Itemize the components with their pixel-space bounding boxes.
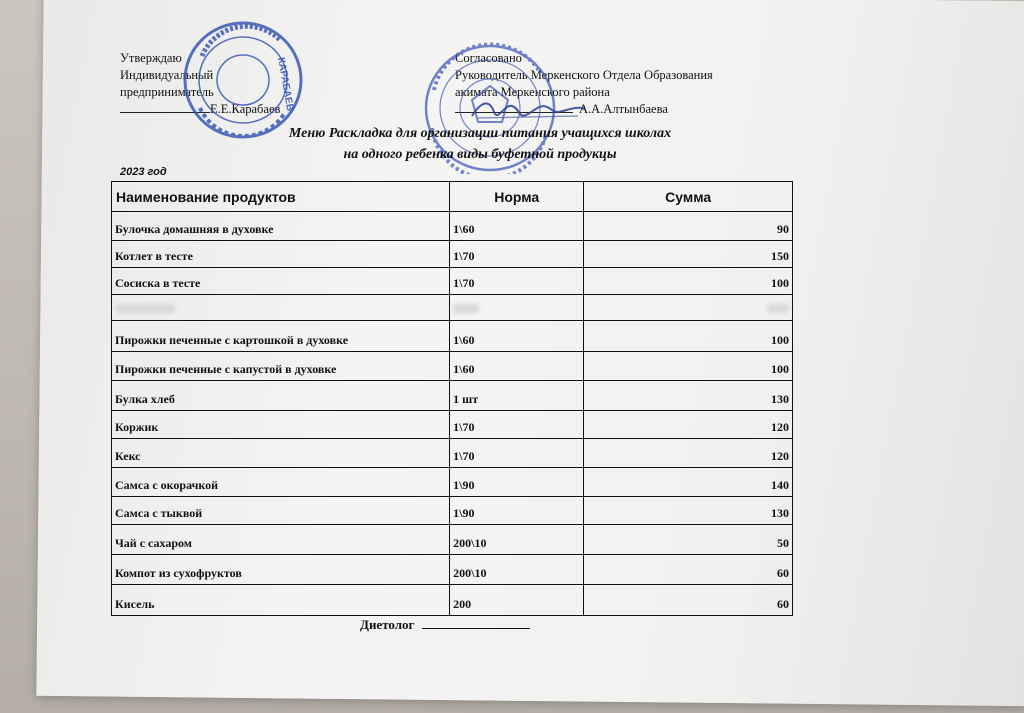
- approval-line-1: Утверждаю: [120, 51, 182, 65]
- product-norm: 1\90: [450, 497, 584, 525]
- document-title: Меню Раскладка для организации питания учащихся школах: [288, 126, 672, 141]
- document-subtitle: на одного ребенка виды буфетной продукцы: [343, 147, 617, 162]
- product-name: Самса с окорачкой: [112, 468, 450, 497]
- table-row: [112, 439, 793, 468]
- approval-signer: Е.Е.Карабаев: [210, 102, 281, 116]
- product-norm: 1\90: [450, 468, 584, 497]
- product-norm: 1\70: [450, 268, 584, 295]
- product-sum: 60: [584, 555, 793, 585]
- table-row: [112, 497, 793, 525]
- product-sum: 120: [584, 411, 793, 439]
- agreement-line-3: акимата Меркенского района: [455, 85, 610, 99]
- product-norm: 1\60: [450, 352, 584, 381]
- approval-line-2: Индивидуальный: [120, 68, 214, 82]
- table-row: [112, 555, 793, 585]
- product-norm: 1\70: [450, 411, 584, 439]
- menu-table: [111, 181, 793, 616]
- product-name: Компот из сухофруктов: [112, 555, 450, 585]
- table-row: [112, 352, 793, 381]
- product-sum: 130: [584, 381, 793, 411]
- product-sum: 100: [584, 321, 793, 352]
- product-name: Кисель: [112, 585, 450, 616]
- product-name: Булка хлеб: [112, 381, 450, 411]
- product-norm: 1\60: [450, 212, 584, 241]
- redacted-product-norm: [450, 295, 584, 321]
- product-sum: 120: [584, 439, 793, 468]
- table-row: [112, 241, 793, 268]
- product-norm: 1 шт: [450, 381, 584, 411]
- table-row: [112, 468, 793, 497]
- agreement-line-1: Согласовано: [455, 51, 522, 65]
- table-row: [112, 321, 793, 352]
- product-sum: 140: [584, 468, 793, 497]
- product-sum: 90: [584, 212, 793, 241]
- product-name: Котлет в тесте: [112, 241, 450, 268]
- product-norm: 200: [450, 585, 584, 616]
- column-header-sum: Сумма: [584, 182, 793, 212]
- table-row: [112, 212, 793, 241]
- agreement-line-2: Руководитель Меркенского Отдела Образования: [455, 68, 713, 82]
- year-label: 2023 год: [120, 166, 167, 178]
- product-name: Сосиска в тесте: [112, 268, 450, 295]
- redacted-product-sum: [584, 295, 793, 321]
- product-norm: 1\60: [450, 321, 584, 352]
- product-sum: 100: [584, 352, 793, 381]
- product-norm: 1\70: [450, 439, 584, 468]
- approval-line-3: предприниматель: [120, 85, 214, 99]
- table-header-row: [112, 182, 793, 212]
- table-row: [112, 585, 793, 616]
- table-row: [112, 411, 793, 439]
- product-name: Кекс: [112, 439, 450, 468]
- agreement-signer: А.А.Алтынбаева: [579, 102, 668, 116]
- product-sum: 60: [584, 585, 793, 616]
- product-name: Булочка домашняя в духовке: [112, 212, 450, 241]
- dietitian-signature-field: [360, 617, 530, 633]
- redacted-product-name: [112, 295, 450, 321]
- product-sum: 50: [584, 525, 793, 555]
- dietitian-label: Диетолог: [360, 617, 415, 632]
- column-header-norm: Норма: [450, 182, 584, 212]
- product-norm: 1\70: [450, 241, 584, 268]
- product-name: Пирожки печенные с картошкой в духовке: [112, 321, 450, 352]
- column-header-product: Наименование продуктов: [112, 182, 450, 212]
- table-row: [112, 268, 793, 295]
- dietitian-signature-line: [422, 628, 530, 629]
- table-row: [112, 525, 793, 555]
- product-sum: 100: [584, 268, 793, 295]
- product-sum: 150: [584, 241, 793, 268]
- stamp-text: КАРАБАЕВ: [275, 56, 296, 112]
- handwritten-signature: [468, 96, 588, 126]
- product-name: Самса с тыквой: [112, 497, 450, 525]
- product-name: Чай с сахаром: [112, 525, 450, 555]
- product-norm: 200\10: [450, 555, 584, 585]
- table-row: [112, 381, 793, 411]
- product-sum: 130: [584, 497, 793, 525]
- product-name: Пирожки печенные с капустой в духовке: [112, 352, 450, 381]
- redacted-table-row: [112, 295, 793, 321]
- product-norm: 200\10: [450, 525, 584, 555]
- product-name: Коржик: [112, 411, 450, 439]
